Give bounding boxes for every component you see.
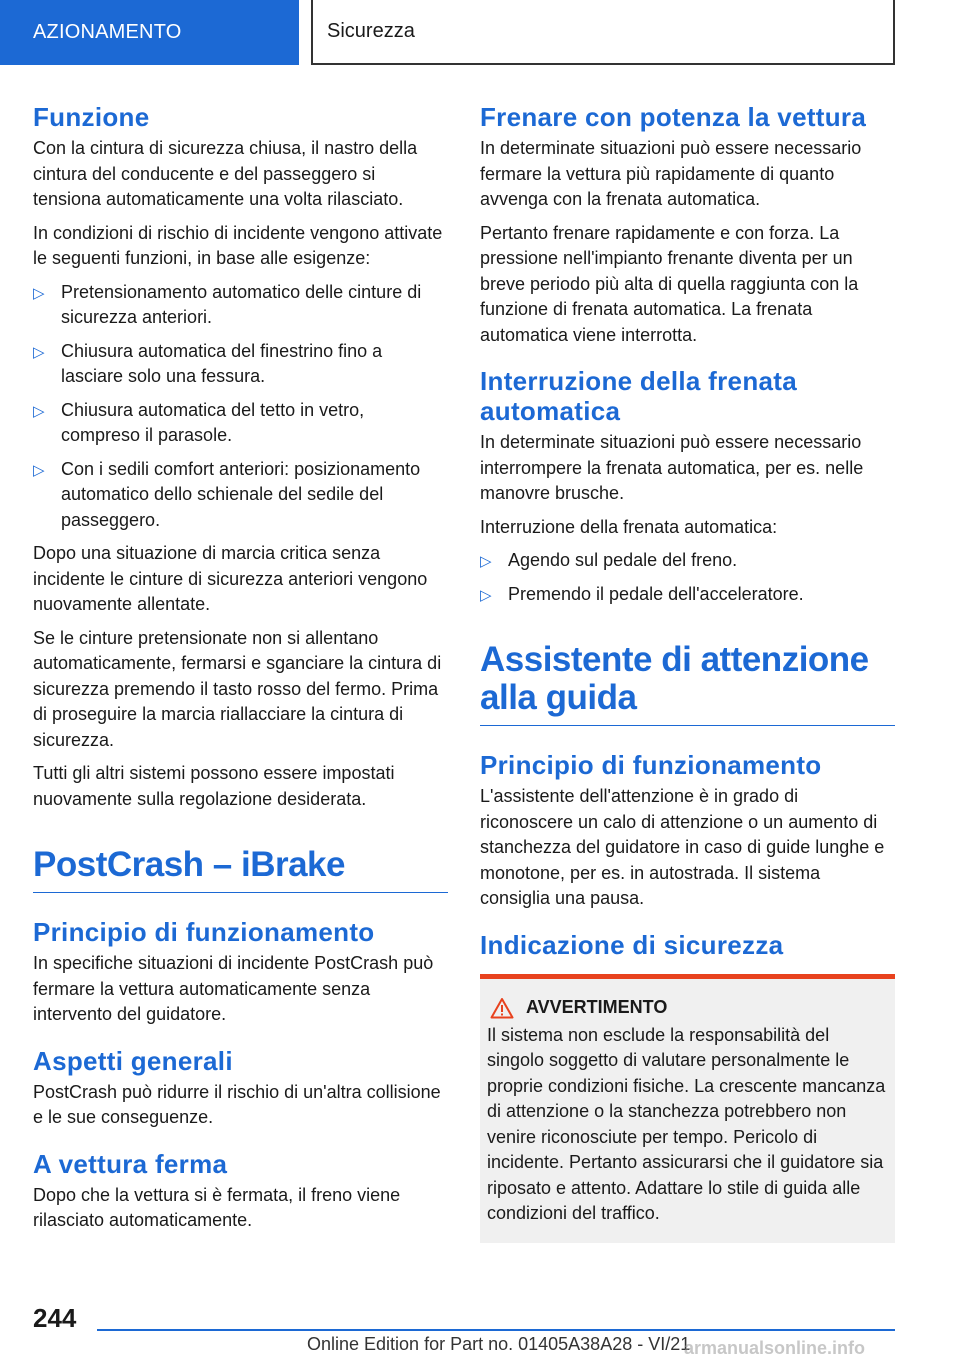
triangle-bullet-icon: ▷ bbox=[33, 343, 45, 361]
paragraph: Dopo che la vettura si è fermata, il freno viene rilasciato automaticamente. bbox=[33, 1184, 401, 1230]
footer-divider bbox=[97, 1329, 895, 1331]
triangle-bullet-icon: ▷ bbox=[33, 284, 45, 302]
paragraph: Con la cintura di sicurezza chiusa, il nastro della cintura del conducente e del passeggero si tensiona automaticamente una volta rilasciato. bbox=[33, 138, 418, 209]
heading-aspetti: Aspetti generali bbox=[33, 1045, 233, 1076]
function-list bbox=[33, 280, 448, 534]
heading-funzione: Funzione bbox=[33, 102, 150, 132]
heading-vettura-ferma: A vettura ferma bbox=[33, 1148, 228, 1179]
paragraph: L'assistente dell'attenzione è in grado di riconoscere un calo di attenzione o un aumento di stanchezza del guidatore in caso di guide lunghe e monotone, per es. in autostrada. Il sistema consiglia una pausa. bbox=[480, 786, 885, 908]
page-number: 244 bbox=[33, 1303, 77, 1333]
paragraph: In specifiche situazioni di incidente PostCrash può fermare la vettura automaticamente senza intervento del guidatore. bbox=[33, 953, 434, 1024]
paragraph: Se le cinture pretensionate non si allentano automaticamente, fermarsi e sganciare la cintura di sicurezza premendo il tasto rosso del fermo. Prima di proseguire la marcia riallacciare la cintura di sicurezza. bbox=[33, 627, 442, 750]
watermark: armanualsonline.info bbox=[684, 1338, 866, 1358]
paragraph: Tutti gli altri sistemi possono essere impostati nuovamente sulla regolazione desiderata. bbox=[33, 763, 395, 809]
chapter-title: Sicurezza bbox=[311, 0, 895, 65]
list-item: ▷ Premendo il pedale dell'acceleratore. bbox=[480, 582, 895, 608]
list-item: ▷ Con i sedili comfort anteriori: posizionamento automatico dello schienale del sedile del passeggero. bbox=[33, 458, 421, 530]
triangle-bullet-icon: ▷ bbox=[33, 461, 45, 479]
edition-text: Online Edition for Part no. 01405A38A28 - VI/21 bbox=[307, 1334, 691, 1354]
heading-interruzione: Interruzione della frenata automatica bbox=[480, 366, 797, 426]
paragraph: In determinate situazioni può essere necessario fermare la vettura più rapidamente di quanto avvenga con la frenata automatica. bbox=[480, 138, 862, 209]
paragraph: Pertanto frenare rapidamente e con forza. La pressione nell'impianto frenante diventa per un breve periodo più alta di quella raggiunta con la funzione di frenata automatica. La frenata automatica viene interrotta. bbox=[480, 222, 859, 345]
list-item: ▷ Chiusura automatica del finestrino fino a lasciare solo una fessura. bbox=[33, 340, 383, 386]
heading-principio: Principio di funzionamento bbox=[33, 917, 375, 947]
paragraph: Dopo una situazione di marcia critica senza incidente le cinture di sicurezza anteriori vengono nuovamente allentate. bbox=[33, 543, 428, 614]
left-column bbox=[33, 102, 448, 1242]
warning-label: AVVERTIMENTO bbox=[526, 997, 668, 1017]
section-tab: AZIONAMENTO bbox=[0, 0, 299, 65]
heading-principio: Principio di funzionamento bbox=[480, 750, 822, 780]
triangle-bullet-icon: ▷ bbox=[33, 402, 45, 420]
triangle-bullet-icon: ▷ bbox=[480, 586, 492, 604]
heading-frenare: Frenare con potenza la vettura bbox=[480, 102, 867, 132]
list-item: ▷ Pretensionamento automatico delle cinture di sicurezza anteriori. bbox=[33, 281, 422, 327]
heading-postcrash: PostCrash – iBrake bbox=[33, 846, 448, 893]
triangle-bullet-icon: ▷ bbox=[480, 553, 492, 570]
warning-box bbox=[480, 974, 895, 1243]
list-item: ▷ Chiusura automatica del tetto in vetro, compreso il parasole. bbox=[33, 399, 365, 445]
paragraph: In condizioni di rischio di incidente vengono attivate le seguenti funzioni, in base alle esigenze: bbox=[33, 222, 443, 268]
heading-assistente: Assistente di attenzione alla guida bbox=[480, 641, 895, 726]
right-column bbox=[480, 102, 895, 1243]
paragraph: Interruzione della frenata automatica: bbox=[480, 516, 778, 537]
warning-header bbox=[487, 997, 888, 1019]
paragraph: In determinate situazioni può essere necessario interrompere la frenata automatica, per es. nelle manovre brusche. bbox=[480, 432, 864, 503]
heading-sicurezza: Indicazione di sicurezza bbox=[480, 929, 784, 960]
warning-triangle-icon bbox=[490, 997, 514, 1019]
paragraph: PostCrash può ridurre il rischio di un'altra collisione e le sue conseguenze. bbox=[33, 1081, 441, 1127]
list-item: ▷ Agendo sul pedale del freno. bbox=[480, 548, 895, 574]
warning-text: Il sistema non esclude la responsabilità del singolo soggetto di valutare personalmente le proprie condizioni fisiche. La crescente mancanza di attenzione o la stanchezza potrebbero non venire riconosciute per tempo. Pericolo di incidente. Pertanto assicurarsi che il guidatore sia riposato e attento. Adattare lo stile di guida alle condizioni del traffico. bbox=[487, 1024, 886, 1223]
interruption-list bbox=[480, 548, 895, 607]
